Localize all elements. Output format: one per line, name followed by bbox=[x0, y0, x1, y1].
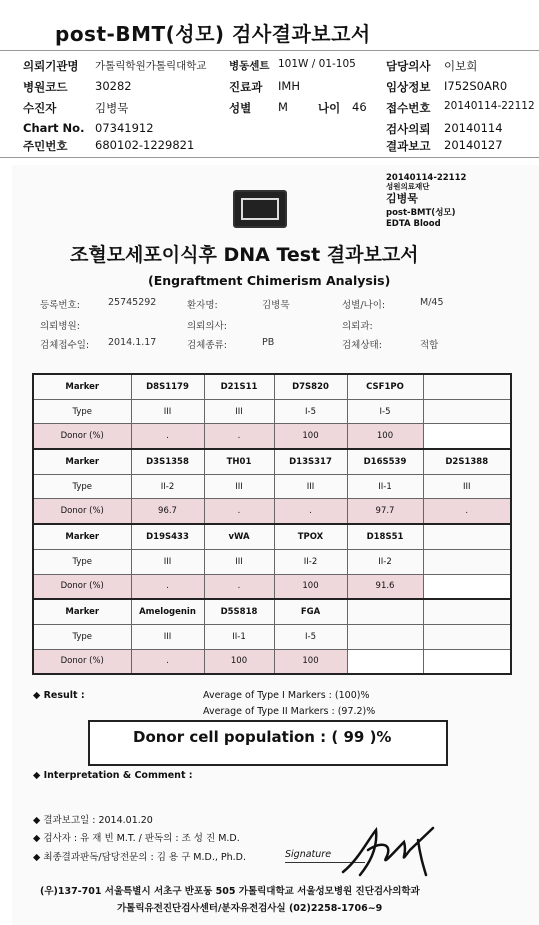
donor-percent: . bbox=[204, 574, 274, 599]
donor-percent: 97.7 bbox=[347, 499, 423, 524]
donor-percent: 96.7 bbox=[131, 499, 204, 524]
donor-row bbox=[33, 499, 511, 524]
donor-percent: 100 bbox=[274, 574, 347, 599]
value-chart-no: 07341912 bbox=[95, 121, 154, 135]
result-label: ◆ Result : bbox=[33, 690, 85, 701]
label-sex-age: 성별/나이: bbox=[342, 300, 386, 311]
label-report-date: 결과보고 bbox=[386, 139, 431, 153]
avg-type1: Average of Type I Markers : (100)% bbox=[203, 690, 370, 701]
marker-name bbox=[423, 599, 511, 624]
value-hospital-code: 30282 bbox=[95, 79, 132, 93]
report-date-line: ◆ 결과보고일 : 2014.01.20 bbox=[33, 815, 153, 826]
marker-name: TPOX bbox=[274, 524, 347, 549]
marker-row bbox=[33, 599, 511, 624]
marker-name: D18S51 bbox=[347, 524, 423, 549]
donor-percent: . bbox=[131, 424, 204, 449]
stamp-patient: 김병묵 bbox=[386, 192, 418, 205]
donor-percent: . bbox=[204, 424, 274, 449]
marker-type: I-5 bbox=[274, 399, 347, 424]
marker-name: D19S433 bbox=[131, 524, 204, 549]
stamp-specimen: EDTA Blood bbox=[386, 219, 441, 229]
label-accession: 접수번호 bbox=[386, 101, 431, 115]
row-label: Type bbox=[33, 624, 131, 649]
marker-name: vWA bbox=[204, 524, 274, 549]
marker-type: III bbox=[131, 624, 204, 649]
marker-name: TH01 bbox=[204, 449, 274, 474]
header-divider bbox=[0, 50, 539, 51]
type-row bbox=[33, 624, 511, 649]
label-clinical-info: 임상정보 bbox=[386, 80, 431, 94]
value-sex-age: M/45 bbox=[420, 297, 444, 308]
interpretation-label: ◆ Interpretation & Comment : bbox=[33, 770, 193, 781]
marker-type: III bbox=[423, 474, 511, 499]
value-accession: 20140114-22112 bbox=[444, 100, 535, 112]
donor-percent: 91.6 bbox=[347, 574, 423, 599]
value-report-date: 20140127 bbox=[444, 138, 503, 152]
donor-percent: . bbox=[131, 574, 204, 599]
marker-name: FGA bbox=[274, 599, 347, 624]
marker-name: D2S1388 bbox=[423, 449, 511, 474]
donor-percent: . bbox=[274, 499, 347, 524]
label-req-doctor: 의뢰의사: bbox=[187, 321, 227, 332]
signature-label: Signature bbox=[285, 849, 332, 860]
row-label: Marker bbox=[33, 374, 131, 399]
value-clinical-info: I752S0AR0 bbox=[444, 79, 508, 93]
donor-percent: . bbox=[204, 499, 274, 524]
row-label: Marker bbox=[33, 449, 131, 474]
marker-type: II-2 bbox=[347, 549, 423, 574]
label-specimen: 검체종류: bbox=[187, 340, 227, 351]
row-label: Donor (%) bbox=[33, 649, 131, 674]
row-label: Type bbox=[33, 474, 131, 499]
marker-row bbox=[33, 524, 511, 549]
marker-type: I-5 bbox=[347, 399, 423, 424]
value-ward: 101W / 01-105 bbox=[278, 58, 356, 70]
marker-name: D16S539 bbox=[347, 449, 423, 474]
examiner-line: ◆ 검사자 : 유 재 빈 M.T. / 판독의 : 조 성 진 M.D. bbox=[33, 833, 240, 844]
label-sex: 성별 bbox=[229, 101, 252, 115]
label-received: 검체접수일: bbox=[40, 340, 90, 351]
type-row bbox=[33, 474, 511, 499]
label-req-dept: 의뢰과: bbox=[342, 321, 373, 332]
label-department: 진료과 bbox=[229, 80, 263, 94]
marker-type bbox=[423, 399, 511, 424]
chimerism-table bbox=[32, 373, 512, 675]
donor-percent: 100 bbox=[274, 424, 347, 449]
marker-name: D21S11 bbox=[204, 374, 274, 399]
marker-type: II-1 bbox=[204, 624, 274, 649]
label-patient: 수진자 bbox=[23, 101, 57, 115]
row-label: Type bbox=[33, 549, 131, 574]
donor-percent bbox=[347, 649, 423, 674]
donor-cell-population: Donor cell population : ( 99 )% bbox=[133, 728, 392, 746]
label-physician: 담당의사 bbox=[386, 59, 431, 73]
value-patient: 김병묵 bbox=[95, 101, 129, 115]
label-reg-no: 등록번호: bbox=[40, 300, 80, 311]
marker-type: III bbox=[204, 474, 274, 499]
label-resident-no: 주민번호 bbox=[23, 139, 68, 153]
donor-percent: . bbox=[423, 499, 511, 524]
value-age: 46 bbox=[352, 100, 367, 114]
donor-percent: 100 bbox=[347, 424, 423, 449]
label-patient-name: 환자명: bbox=[187, 300, 218, 311]
marker-type: II-2 bbox=[274, 549, 347, 574]
row-label: Marker bbox=[33, 599, 131, 624]
handwritten-signature bbox=[338, 820, 448, 880]
marker-type: III bbox=[131, 549, 204, 574]
marker-type: III bbox=[131, 399, 204, 424]
stamp-foundation: 성원의료재단 bbox=[386, 182, 430, 191]
value-sex: M bbox=[278, 100, 288, 114]
avg-type2: Average of Type II Markers : (97.2)% bbox=[203, 706, 376, 717]
row-label: Type bbox=[33, 399, 131, 424]
donor-percent bbox=[423, 574, 511, 599]
marker-name bbox=[347, 599, 423, 624]
marker-row bbox=[33, 449, 511, 474]
label-specimen-state: 검체상태: bbox=[342, 340, 382, 351]
stamp-accession: 20140114-22112 bbox=[386, 173, 467, 183]
document-title: 조혈모세포이식후 DNA Test 결과보고서 bbox=[70, 244, 419, 266]
label-requesting-org: 의뢰기관명 bbox=[23, 59, 79, 73]
value-physician: 이보희 bbox=[444, 59, 478, 73]
marker-name bbox=[423, 374, 511, 399]
stamp-test: post-BMT(성모) bbox=[386, 208, 456, 218]
marker-type bbox=[347, 624, 423, 649]
value-specimen: PB bbox=[262, 337, 275, 348]
marker-type: I-5 bbox=[274, 624, 347, 649]
value-received: 2014.1.17 bbox=[108, 337, 157, 348]
label-ward: 병동센트 bbox=[229, 60, 270, 72]
type-row bbox=[33, 399, 511, 424]
value-department: IMH bbox=[278, 79, 300, 93]
report-title: post-BMT(성모) 검사결과보고서 bbox=[55, 22, 371, 46]
header-bottom-divider bbox=[0, 157, 539, 158]
marker-name: D7S820 bbox=[274, 374, 347, 399]
marker-type: III bbox=[204, 549, 274, 574]
label-chart-no: Chart No. bbox=[23, 121, 85, 135]
row-label: Donor (%) bbox=[33, 424, 131, 449]
label-age: 나이 bbox=[318, 101, 341, 115]
label-hospital-code: 병원코드 bbox=[23, 80, 68, 94]
lab-address: (우)137-701 서울특별시 서초구 반포동 505 가톨릭대학교 서울성모병원 진단검사의학과 bbox=[40, 886, 420, 897]
marker-type: II-2 bbox=[131, 474, 204, 499]
document-subtitle: (Engraftment Chimerism Analysis) bbox=[148, 273, 391, 288]
marker-type: II-1 bbox=[347, 474, 423, 499]
row-label: Donor (%) bbox=[33, 499, 131, 524]
marker-type: III bbox=[204, 399, 274, 424]
label-request-date: 검사의뢰 bbox=[386, 122, 431, 136]
value-patient-name: 김병묵 bbox=[262, 300, 290, 311]
marker-row bbox=[33, 374, 511, 399]
marker-type bbox=[423, 624, 511, 649]
marker-name: D5S818 bbox=[204, 599, 274, 624]
donor-row bbox=[33, 424, 511, 449]
marker-name: D3S1358 bbox=[131, 449, 204, 474]
donor-row bbox=[33, 574, 511, 599]
row-label: Marker bbox=[33, 524, 131, 549]
marker-name: D13S317 bbox=[274, 449, 347, 474]
donor-percent: 100 bbox=[274, 649, 347, 674]
marker-name bbox=[423, 524, 511, 549]
donor-percent bbox=[423, 649, 511, 674]
label-req-hospital: 의뢰병원: bbox=[40, 321, 80, 332]
value-specimen-state: 적합 bbox=[420, 340, 439, 351]
marker-name: D8S1179 bbox=[131, 374, 204, 399]
marker-type: III bbox=[274, 474, 347, 499]
value-reg-no: 25745292 bbox=[108, 297, 157, 308]
donor-percent bbox=[423, 424, 511, 449]
value-requesting-org: 가톨릭학원가톨릭대학교 bbox=[95, 60, 207, 72]
value-request-date: 20140114 bbox=[444, 121, 503, 135]
donor-row bbox=[33, 649, 511, 674]
hospital-logo-icon bbox=[233, 190, 287, 228]
donor-percent: 100 bbox=[204, 649, 274, 674]
marker-type bbox=[423, 549, 511, 574]
donor-percent: . bbox=[131, 649, 204, 674]
marker-name: Amelogenin bbox=[131, 599, 204, 624]
row-label: Donor (%) bbox=[33, 574, 131, 599]
marker-name: CSF1PO bbox=[347, 374, 423, 399]
final-reader-line: ◆ 최종결과판독/담당전문의 : 김 용 구 M.D., Ph.D. bbox=[33, 852, 246, 863]
type-row bbox=[33, 549, 511, 574]
lab-contact: 가톨릭유전진단검사센터/분자유전검사실 (02)2258-1706~9 bbox=[117, 903, 383, 914]
value-resident-no: 680102-1229821 bbox=[95, 138, 195, 152]
